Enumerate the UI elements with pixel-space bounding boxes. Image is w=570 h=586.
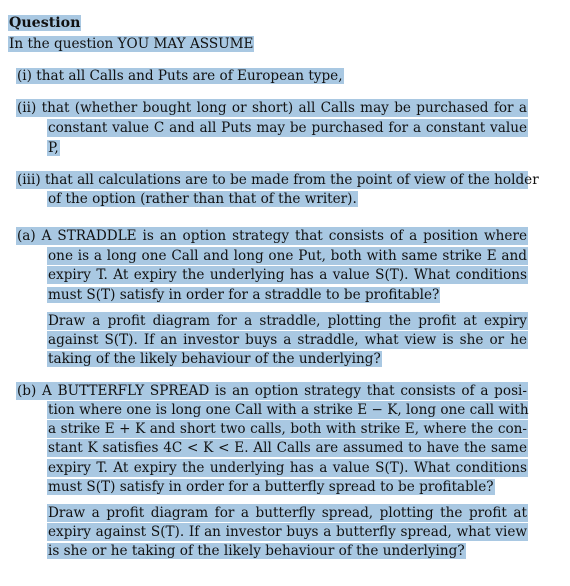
part-b-line-1 xyxy=(16,382,528,401)
part-a-text-4: must S(T) satisfy in order for a straddle to be profitable? xyxy=(48,287,440,303)
assumption-iii-line-1 xyxy=(16,171,539,190)
part-a-line-2 xyxy=(47,247,528,266)
assumption-ii-line-1 xyxy=(16,99,528,118)
part-b-para2-line-2 xyxy=(47,523,528,542)
part-b-text-3: a strike E + K and short two calls, both with strike E, where the con- xyxy=(48,421,527,437)
part-b-text-6: must S(T) satisfy in order for a butterfly spread to be profitable? xyxy=(48,479,494,495)
part-b-line-4 xyxy=(47,439,528,458)
part-a-text-3: expiry T. At expiry the underlying has a value S(T). What conditions xyxy=(48,267,527,283)
part-a-para2-line-1 xyxy=(47,312,528,331)
part-b-text-4: stant K satisfies 4C < K < E. All Calls are assumed to have the same xyxy=(48,440,527,456)
part-b-line-2 xyxy=(47,401,528,420)
part-b-text-5: expiry T. At expiry the underlying has a value S(T). What conditions xyxy=(48,460,527,476)
question-title-text: Question xyxy=(9,15,81,31)
part-a-para2-text-1: Draw a profit diagram for a straddle, plotting the profit at expiry xyxy=(48,313,527,329)
part-a-line-1 xyxy=(16,227,528,246)
part-b-text-2: tion where one is long one Call with a strike E − K, long one call with xyxy=(48,402,529,418)
part-a-text-1: (a) A STRADDLE is an option strategy that consists of a position where xyxy=(17,228,527,244)
part-b-para2-text-2: expiry against S(T). If an investor buys a butterfly spread, what view xyxy=(48,524,527,540)
assumption-i-line-1 xyxy=(16,67,344,86)
assumption-iii-text-1: (iii) that all calculations are to be made from the point of view of the holder xyxy=(17,172,539,188)
assumption-ii-line-3 xyxy=(47,139,60,158)
part-a-text-2: one is a long one Call and long one Put, both with same strike E and xyxy=(48,248,527,264)
part-b-line-5 xyxy=(47,459,528,478)
part-b-para2-line-3 xyxy=(47,542,466,561)
assumption-ii-line-2 xyxy=(47,119,528,138)
part-a-line-4 xyxy=(47,286,440,305)
assumption-ii-text-1: (ii) that (whether bought long or short) all Calls may be purchased for a xyxy=(17,100,527,116)
part-b-line-6 xyxy=(47,478,495,497)
part-a-para2-line-3 xyxy=(47,350,382,369)
question-title xyxy=(8,14,81,33)
part-a-para2-text-3: taking of the likely behaviour of the underlying? xyxy=(48,351,381,367)
assumption-i-text: (i) that all Calls and Puts are of European type, xyxy=(17,68,343,84)
part-b-para2-text-3: is she or he taking of the likely behaviour of the underlying? xyxy=(48,543,465,559)
part-a-line-3 xyxy=(47,266,528,285)
part-a-para2-line-2 xyxy=(47,331,528,350)
part-b-text-1: (b) A BUTTERFLY SPREAD is an option strategy that consists of a posi- xyxy=(17,383,527,399)
part-b-para2-text-1: Draw a profit diagram for a butterfly spread, plotting the profit at xyxy=(48,505,527,521)
question-intro xyxy=(8,35,254,54)
part-b-line-3 xyxy=(47,420,528,439)
assumption-iii-line-2 xyxy=(47,190,358,209)
part-b-para2-line-1 xyxy=(47,504,528,523)
assumption-ii-text-3: P, xyxy=(48,140,59,156)
question-intro-text: In the question YOU MAY ASSUME xyxy=(9,36,254,52)
assumption-ii-text-2: constant value C and all Puts may be purchased for a constant value xyxy=(48,120,527,136)
assumption-iii-text-2: of the option (rather than that of the writer). xyxy=(48,191,357,207)
part-a-para2-text-2: against S(T). If an investor buys a straddle, what view is she or he xyxy=(48,332,527,348)
